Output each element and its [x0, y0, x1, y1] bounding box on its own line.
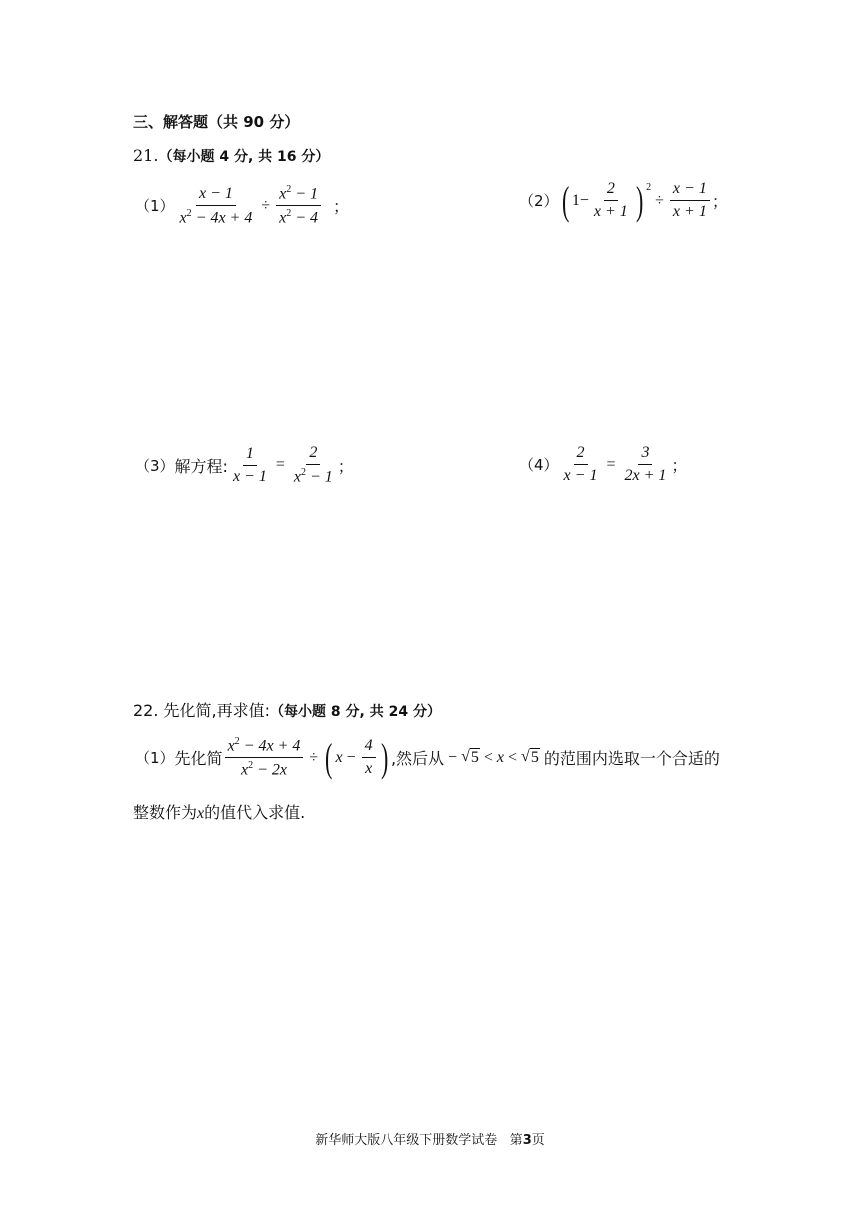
footer-title: 新华师大版八年级下册数学试卷 — [315, 1133, 498, 1148]
question-title: 先化简,再求值: — [163, 701, 271, 720]
fraction: $\frac{1}{x - 1}$ — [232, 444, 267, 485]
question-22-header — [133, 698, 441, 721]
item-label: （3） — [135, 456, 175, 475]
problem-21-1: （1） $\frac{x - 1}{x^2 - 4x + 4}$ ÷ $\frac{x^2 - 1}{x^2 - 4}$ ； — [135, 184, 350, 227]
item-text: 先化简 — [174, 749, 223, 769]
sqrt-5: √ 5 — [461, 748, 479, 767]
item-label: （1） — [135, 749, 175, 768]
fraction: $\frac{3}{2x + 1}$ — [624, 444, 667, 484]
fraction: $\frac{2}{x^2 - 1}$ — [293, 444, 333, 486]
fraction: $\frac{x^2 - 1}{x^2 - 4}$ — [276, 184, 321, 228]
sqrt-5: √ 5 — [521, 748, 539, 767]
item-text: 整数作为 — [133, 803, 198, 822]
problem-21-2: （2） ( 1− $\frac{2}{x + 1}$ ) 2 ÷ $\frac{x - 1}{x + 1}$ ； — [519, 177, 728, 223]
item-prefix: 解方程: — [174, 456, 228, 476]
item-label: （4） — [519, 456, 559, 474]
item-tail: ； — [333, 199, 350, 217]
question-21-header — [133, 146, 329, 166]
fraction: $\frac{x^2 - 4x + 4}{x^2 - 2x}$ — [225, 736, 304, 780]
page-number: 3 — [522, 1133, 532, 1148]
score-note: （每小题 4 分, 共 16 分） — [158, 149, 330, 165]
item-tail: ； — [337, 458, 354, 476]
problem-21-4: （4） $\frac{2}{x - 1}$ = $\frac{3}{2x + 1}$ ； — [519, 444, 688, 484]
item-tail: ； — [711, 194, 728, 211]
item-text: 的范围内选取一个合适的 — [543, 749, 720, 769]
item-text: 的值代入求值. — [204, 803, 306, 822]
section-title: 三、解答题（共 90 分） — [133, 113, 300, 131]
question-number: 22. — [133, 701, 159, 720]
page-footer — [0, 1129, 860, 1148]
fraction: $\frac{2}{x + 1}$ — [593, 180, 628, 220]
fraction: $\frac{2}{x - 1}$ — [563, 444, 598, 484]
problem-22-1-line2 — [133, 800, 305, 823]
page-suffix: 页 — [531, 1133, 545, 1148]
fraction: $\frac{4}{x}$ — [362, 737, 376, 778]
item-label: （2） — [519, 192, 559, 210]
fraction: $\frac{x - 1}{x + 1}$ — [670, 180, 710, 221]
item-tail: ； — [671, 458, 688, 475]
problem-21-3: （3） 解方程: $\frac{1}{x - 1}$ = $\frac{2}{x^2 - 1}$ ； — [135, 444, 354, 486]
fraction: $\frac{x - 1}{x^2 - 4x + 4}$ — [179, 184, 253, 226]
problem-22-1: （1） 先化简 $\frac{x^2 - 4x + 4}{x^2 - 2x}$ ÷ ( x − $\frac{4}{x}$ ) ,然后从 − √ 5 < x < √ 5 的范围内选取一个合适的 — [135, 734, 720, 780]
page-prefix: 第 — [509, 1133, 523, 1148]
variable-x: x — [197, 805, 205, 822]
score-note: （每小题 8 分, 共 24 分） — [270, 704, 441, 720]
item-label: （1） — [135, 197, 175, 216]
item-text: ,然后从 — [390, 749, 445, 769]
question-number: 21. — [133, 146, 159, 165]
